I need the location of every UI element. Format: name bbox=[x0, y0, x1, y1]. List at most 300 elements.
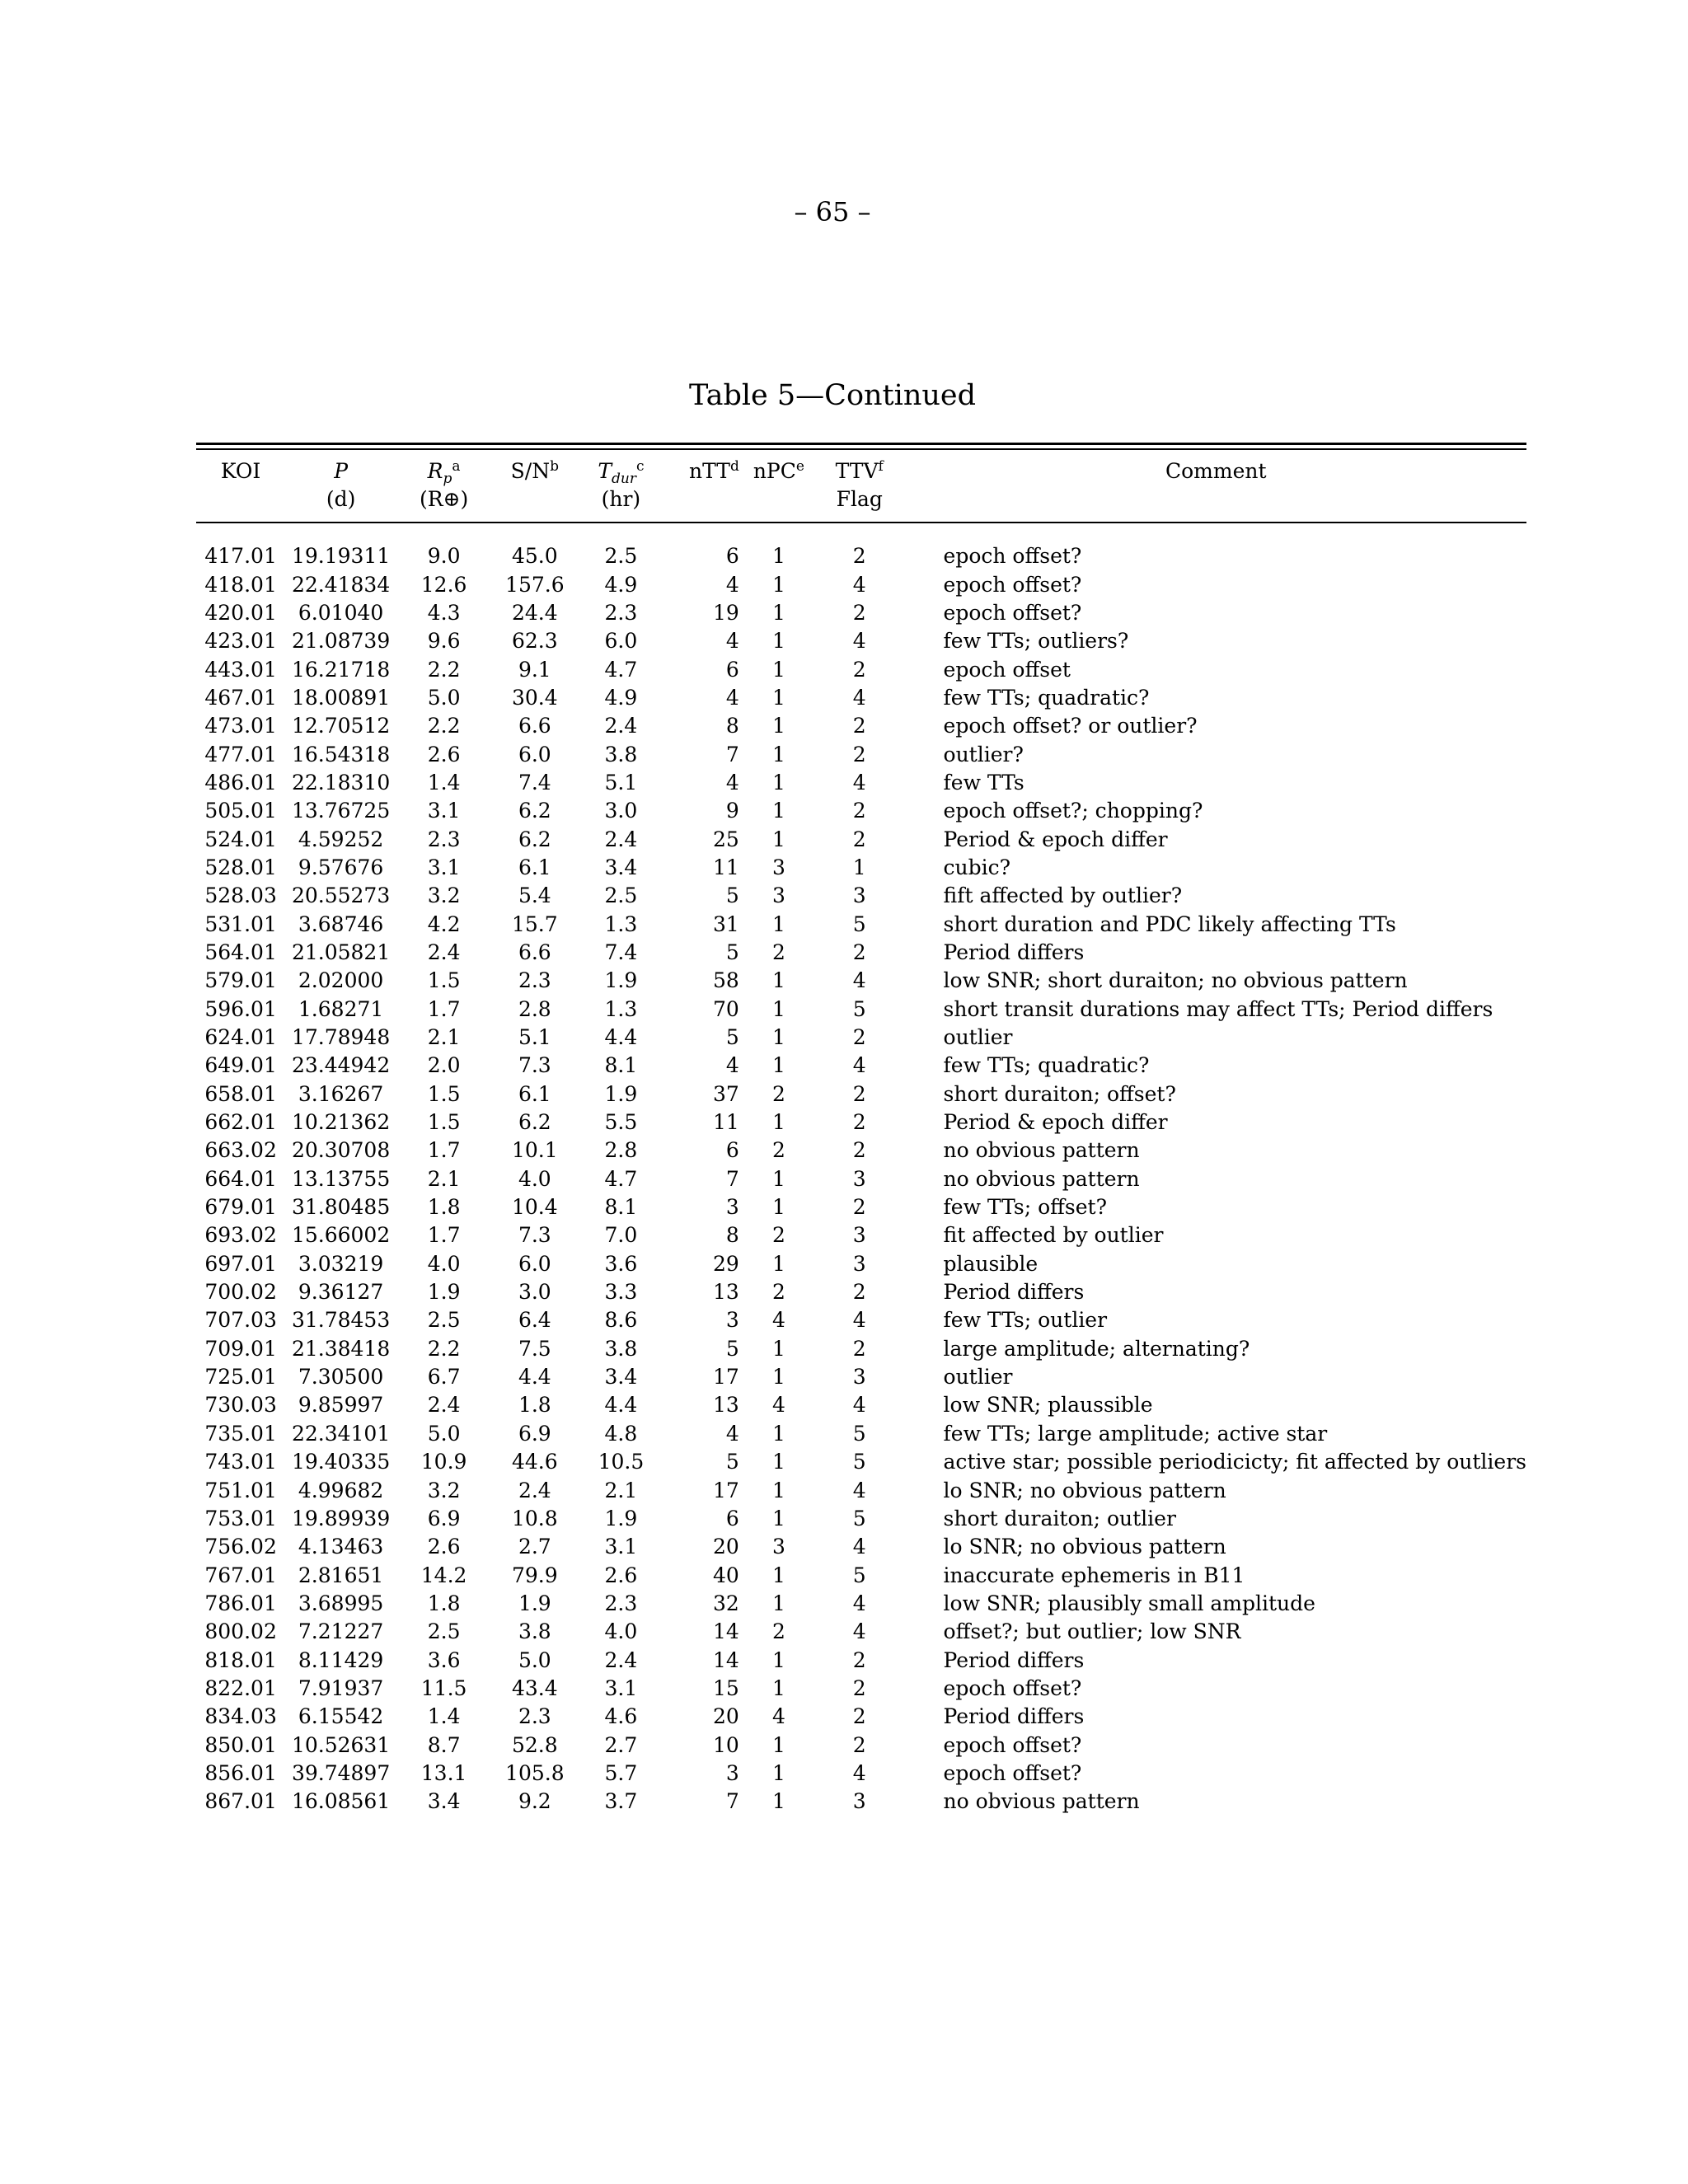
table-row bbox=[196, 1448, 1526, 1476]
ntt-cell: 58 bbox=[713, 968, 739, 993]
comment-cell: low SNR; plausibly small amplitude bbox=[943, 1591, 1315, 1615]
ttv-flag-cell: 2 bbox=[852, 940, 866, 964]
ttv-flag-cell: 5 bbox=[852, 1563, 866, 1587]
duration-cell: 1.3 bbox=[604, 996, 638, 1021]
snr-cell: 3.0 bbox=[518, 1280, 551, 1305]
snr-cell: 62.3 bbox=[512, 629, 558, 654]
duration-cell: 3.0 bbox=[604, 799, 638, 823]
ttv-flag-cell: 5 bbox=[852, 996, 866, 1021]
snr-cell: 2.4 bbox=[518, 1478, 551, 1502]
ntt-cell: 13 bbox=[713, 1280, 739, 1305]
ntt-cell: 11 bbox=[713, 855, 739, 879]
table-row bbox=[196, 996, 1526, 1024]
radius-cell: 1.5 bbox=[427, 1110, 461, 1135]
ttv-flag-cell: 3 bbox=[852, 883, 866, 908]
ntt-cell: 4 bbox=[725, 1421, 739, 1446]
duration-cell: 7.4 bbox=[604, 940, 638, 964]
header-duration: $T_{dur}^c$ bbox=[598, 458, 645, 487]
npc-cell: 1 bbox=[771, 657, 785, 682]
period-cell: 9.85997 bbox=[298, 1393, 384, 1418]
koi-cell: 725.01 bbox=[204, 1365, 277, 1390]
radius-cell: 2.4 bbox=[427, 940, 461, 964]
comment-cell: lo SNR; no obvious pattern bbox=[943, 1535, 1226, 1559]
radius-cell: 3.2 bbox=[427, 1478, 461, 1502]
radius-cell: 1.9 bbox=[427, 1280, 461, 1305]
koi-cell: 753.01 bbox=[204, 1506, 277, 1530]
comment-cell: no obvious pattern bbox=[943, 1138, 1140, 1163]
radius-cell: 1.5 bbox=[427, 1081, 461, 1106]
ttv-flag-cell: 4 bbox=[852, 685, 866, 710]
period-cell: 16.21718 bbox=[291, 657, 391, 682]
npc-cell: 1 bbox=[771, 685, 785, 710]
npc-cell: 1 bbox=[771, 1251, 785, 1276]
period-cell: 4.13463 bbox=[298, 1535, 384, 1559]
snr-cell: 52.8 bbox=[512, 1732, 558, 1757]
ttv-flag-cell: 2 bbox=[852, 1647, 866, 1672]
table-row bbox=[196, 599, 1526, 627]
ttv-flag-cell: 2 bbox=[852, 1138, 866, 1163]
table-row bbox=[196, 1561, 1526, 1589]
header-period-unit: (d) bbox=[326, 487, 356, 511]
ntt-cell: 5 bbox=[725, 1336, 739, 1361]
radius-cell: 8.7 bbox=[427, 1732, 461, 1757]
period-cell: 7.91937 bbox=[298, 1675, 384, 1700]
snr-cell: 10.8 bbox=[512, 1506, 558, 1530]
comment-cell: Period & epoch differ bbox=[943, 827, 1168, 851]
ttv-flag-cell: 4 bbox=[852, 629, 866, 654]
radius-cell: 5.0 bbox=[427, 1421, 461, 1446]
ntt-cell: 4 bbox=[725, 1053, 739, 1078]
npc-cell: 1 bbox=[771, 1478, 785, 1502]
duration-cell: 3.1 bbox=[604, 1535, 638, 1559]
page-number: – 65 – bbox=[794, 196, 871, 227]
period-cell: 7.30500 bbox=[298, 1365, 384, 1390]
table-row bbox=[196, 1476, 1526, 1504]
header-radius: $R_p^a$ bbox=[427, 458, 461, 487]
ntt-cell: 8 bbox=[725, 1223, 739, 1248]
table-top-rule bbox=[196, 443, 1526, 445]
header-radius-unit: (R⊕) bbox=[419, 487, 469, 511]
table-row bbox=[196, 1505, 1526, 1533]
period-cell: 3.16267 bbox=[298, 1081, 384, 1106]
table-row bbox=[196, 1731, 1526, 1759]
radius-cell: 4.0 bbox=[427, 1251, 461, 1276]
snr-cell: 30.4 bbox=[512, 685, 558, 710]
npc-cell: 2 bbox=[771, 940, 785, 964]
duration-cell: 4.7 bbox=[604, 657, 638, 682]
table-row bbox=[196, 1420, 1526, 1448]
ttv-flag-cell: 4 bbox=[852, 1591, 866, 1615]
radius-cell: 14.2 bbox=[420, 1563, 467, 1587]
period-cell: 39.74897 bbox=[291, 1760, 391, 1785]
table-row bbox=[196, 570, 1526, 598]
table-row bbox=[196, 1675, 1526, 1703]
snr-cell: 6.4 bbox=[518, 1308, 551, 1333]
snr-cell: 7.5 bbox=[518, 1336, 551, 1361]
table-row bbox=[196, 1052, 1526, 1080]
npc-cell: 1 bbox=[771, 1336, 785, 1361]
duration-cell: 7.0 bbox=[604, 1223, 638, 1248]
snr-cell: 2.8 bbox=[518, 996, 551, 1021]
duration-cell: 6.0 bbox=[604, 629, 638, 654]
ttv-flag-cell: 4 bbox=[852, 1478, 866, 1502]
ttv-flag-cell: 2 bbox=[852, 742, 866, 766]
header-ntt: nTT$^d$ bbox=[689, 458, 739, 483]
table-row bbox=[196, 655, 1526, 683]
radius-cell: 1.8 bbox=[427, 1591, 461, 1615]
radius-cell: 1.7 bbox=[427, 1138, 461, 1163]
period-cell: 19.89939 bbox=[291, 1506, 391, 1530]
npc-cell: 1 bbox=[771, 1591, 785, 1615]
period-cell: 15.66002 bbox=[291, 1223, 391, 1248]
ntt-cell: 14 bbox=[713, 1647, 739, 1672]
period-cell: 12.70512 bbox=[291, 714, 391, 738]
period-cell: 19.19311 bbox=[291, 544, 391, 569]
npc-cell: 2 bbox=[771, 1138, 785, 1163]
npc-cell: 1 bbox=[771, 1450, 785, 1474]
period-cell: 18.00891 bbox=[291, 685, 391, 710]
koi-cell: 477.01 bbox=[204, 742, 277, 766]
table-row bbox=[196, 825, 1526, 853]
snr-cell: 5.0 bbox=[518, 1647, 551, 1672]
table-row bbox=[196, 1193, 1526, 1221]
snr-cell: 6.0 bbox=[518, 1251, 551, 1276]
duration-cell: 3.4 bbox=[604, 855, 638, 879]
radius-cell: 9.6 bbox=[427, 629, 461, 654]
radius-cell: 4.2 bbox=[427, 912, 461, 936]
table-row bbox=[196, 712, 1526, 740]
ntt-cell: 5 bbox=[725, 1450, 739, 1474]
ttv-flag-cell: 3 bbox=[852, 1789, 866, 1814]
ntt-cell: 5 bbox=[725, 940, 739, 964]
npc-cell: 1 bbox=[771, 1110, 785, 1135]
radius-cell: 2.5 bbox=[427, 1619, 461, 1644]
snr-cell: 4.4 bbox=[518, 1365, 551, 1390]
npc-cell: 4 bbox=[771, 1704, 785, 1729]
table-row bbox=[196, 1618, 1526, 1646]
radius-cell: 1.4 bbox=[427, 770, 461, 794]
ntt-cell: 25 bbox=[713, 827, 739, 851]
radius-cell: 6.7 bbox=[427, 1365, 461, 1390]
period-cell: 23.44942 bbox=[291, 1053, 391, 1078]
ntt-cell: 7 bbox=[725, 742, 739, 766]
ttv-flag-cell: 5 bbox=[852, 1506, 866, 1530]
period-cell: 3.68995 bbox=[298, 1591, 384, 1615]
table-row bbox=[196, 1306, 1526, 1334]
koi-cell: 707.03 bbox=[204, 1308, 277, 1333]
snr-cell: 6.9 bbox=[518, 1421, 551, 1446]
comment-cell: epoch offset bbox=[943, 657, 1071, 682]
radius-cell: 12.6 bbox=[420, 572, 467, 597]
table-row bbox=[196, 740, 1526, 768]
table-row bbox=[196, 1363, 1526, 1391]
radius-cell: 2.4 bbox=[427, 1393, 461, 1418]
ttv-flag-cell: 4 bbox=[852, 1535, 866, 1559]
npc-cell: 2 bbox=[771, 1081, 785, 1106]
duration-cell: 2.4 bbox=[604, 827, 638, 851]
koi-cell: 867.01 bbox=[204, 1789, 277, 1814]
snr-cell: 9.2 bbox=[518, 1789, 551, 1814]
npc-cell: 1 bbox=[771, 799, 785, 823]
comment-cell: Period differs bbox=[943, 1647, 1085, 1672]
period-cell: 31.78453 bbox=[291, 1308, 391, 1333]
koi-cell: 730.03 bbox=[204, 1393, 277, 1418]
duration-cell: 2.4 bbox=[604, 714, 638, 738]
koi-cell: 564.01 bbox=[204, 940, 277, 964]
comment-cell: few TTs; large amplitude; active star bbox=[943, 1421, 1328, 1446]
comment-cell: epoch offset? bbox=[943, 1732, 1082, 1757]
comment-cell: Period differs bbox=[943, 1280, 1085, 1305]
ttv-flag-cell: 3 bbox=[852, 1365, 866, 1390]
comment-cell: epoch offset? bbox=[943, 1760, 1082, 1785]
period-cell: 9.57676 bbox=[298, 855, 384, 879]
table-row bbox=[196, 967, 1526, 995]
comment-cell: outlier bbox=[943, 1365, 1013, 1390]
header-comment: Comment bbox=[1165, 459, 1267, 483]
duration-cell: 4.8 bbox=[604, 1421, 638, 1446]
ntt-cell: 17 bbox=[713, 1478, 739, 1502]
period-cell: 21.38418 bbox=[291, 1336, 391, 1361]
comment-cell: few TTs; outlier bbox=[943, 1308, 1108, 1333]
koi-cell: 624.01 bbox=[204, 1025, 277, 1050]
koi-cell: 417.01 bbox=[204, 544, 277, 569]
ttv-flag-cell: 2 bbox=[852, 1110, 866, 1135]
ntt-cell: 20 bbox=[713, 1535, 739, 1559]
koi-table bbox=[196, 459, 1526, 1816]
table-row bbox=[196, 1788, 1526, 1816]
comment-cell: epoch offset? bbox=[943, 572, 1082, 597]
period-cell: 16.08561 bbox=[291, 1789, 391, 1814]
npc-cell: 1 bbox=[771, 572, 785, 597]
ttv-flag-cell: 4 bbox=[852, 1619, 866, 1644]
snr-cell: 5.4 bbox=[518, 883, 551, 908]
period-cell: 4.99682 bbox=[298, 1478, 384, 1502]
ttv-flag-cell: 5 bbox=[852, 912, 866, 936]
radius-cell: 6.9 bbox=[427, 1506, 461, 1530]
ntt-cell: 3 bbox=[725, 1308, 739, 1333]
snr-cell: 79.9 bbox=[512, 1563, 558, 1587]
radius-cell: 2.2 bbox=[427, 1336, 461, 1361]
radius-cell: 2.6 bbox=[427, 1535, 461, 1559]
npc-cell: 1 bbox=[771, 1732, 785, 1757]
radius-cell: 2.1 bbox=[427, 1166, 461, 1191]
npc-cell: 1 bbox=[771, 1365, 785, 1390]
koi-cell: 531.01 bbox=[204, 912, 277, 936]
ttv-flag-cell: 2 bbox=[852, 827, 866, 851]
duration-cell: 2.3 bbox=[604, 1591, 638, 1615]
radius-cell: 3.6 bbox=[427, 1647, 461, 1672]
koi-cell: 418.01 bbox=[204, 572, 277, 597]
ntt-cell: 7 bbox=[725, 1166, 739, 1191]
snr-cell: 6.2 bbox=[518, 799, 551, 823]
comment-cell: active star; possible periodicicty; fit affected by outliers bbox=[943, 1450, 1526, 1474]
radius-cell: 4.3 bbox=[427, 600, 461, 625]
npc-cell: 4 bbox=[771, 1308, 785, 1333]
koi-cell: 658.01 bbox=[204, 1081, 277, 1106]
npc-cell: 1 bbox=[771, 912, 785, 936]
snr-cell: 45.0 bbox=[512, 544, 558, 569]
npc-cell: 1 bbox=[771, 600, 785, 625]
comment-cell: few TTs; outliers? bbox=[943, 629, 1129, 654]
koi-cell: 579.01 bbox=[204, 968, 277, 993]
duration-cell: 8.6 bbox=[604, 1308, 638, 1333]
period-cell: 21.08739 bbox=[291, 629, 391, 654]
comment-cell: Period & epoch differ bbox=[943, 1110, 1168, 1135]
table-row bbox=[196, 1590, 1526, 1618]
table-row bbox=[196, 1108, 1526, 1137]
koi-cell: 662.01 bbox=[204, 1110, 277, 1135]
ntt-cell: 5 bbox=[725, 883, 739, 908]
npc-cell: 1 bbox=[771, 1053, 785, 1078]
ntt-cell: 15 bbox=[713, 1675, 739, 1700]
period-cell: 10.21362 bbox=[291, 1110, 391, 1135]
koi-cell: 420.01 bbox=[204, 600, 277, 625]
period-cell: 6.01040 bbox=[298, 600, 384, 625]
header-ttv-flag: Flag bbox=[836, 487, 883, 511]
npc-cell: 1 bbox=[771, 1760, 785, 1785]
npc-cell: 3 bbox=[771, 1535, 785, 1559]
npc-cell: 1 bbox=[771, 827, 785, 851]
period-cell: 4.59252 bbox=[298, 827, 384, 851]
duration-cell: 4.9 bbox=[604, 572, 638, 597]
snr-cell: 6.2 bbox=[518, 827, 551, 851]
duration-cell: 3.1 bbox=[604, 1675, 638, 1700]
duration-cell: 2.6 bbox=[604, 1563, 638, 1587]
ttv-flag-cell: 2 bbox=[852, 1732, 866, 1757]
period-cell: 31.80485 bbox=[291, 1195, 391, 1220]
ttv-flag-cell: 2 bbox=[852, 799, 866, 823]
snr-cell: 6.6 bbox=[518, 940, 551, 964]
snr-cell: 9.1 bbox=[518, 657, 551, 682]
duration-cell: 1.3 bbox=[604, 912, 638, 936]
ttv-flag-cell: 3 bbox=[852, 1223, 866, 1248]
npc-cell: 2 bbox=[771, 1280, 785, 1305]
snr-cell: 7.3 bbox=[518, 1053, 551, 1078]
snr-cell: 105.8 bbox=[505, 1760, 565, 1785]
ntt-cell: 9 bbox=[725, 799, 739, 823]
ttv-flag-cell: 2 bbox=[852, 1704, 866, 1729]
duration-cell: 1.9 bbox=[604, 1081, 638, 1106]
table-row bbox=[196, 1335, 1526, 1363]
period-cell: 22.41834 bbox=[291, 572, 391, 597]
comment-cell: large amplitude; alternating? bbox=[943, 1336, 1250, 1361]
koi-cell: 505.01 bbox=[204, 799, 277, 823]
duration-cell: 4.6 bbox=[604, 1704, 638, 1729]
duration-cell: 4.9 bbox=[604, 685, 638, 710]
duration-cell: 1.9 bbox=[604, 1506, 638, 1530]
koi-cell: 709.01 bbox=[204, 1336, 277, 1361]
snr-cell: 2.7 bbox=[518, 1535, 551, 1559]
radius-cell: 2.6 bbox=[427, 742, 461, 766]
comment-cell: few TTs; offset? bbox=[943, 1195, 1108, 1220]
period-cell: 6.15542 bbox=[298, 1704, 384, 1729]
ttv-flag-cell: 3 bbox=[852, 1166, 866, 1191]
comment-cell: Period differs bbox=[943, 940, 1085, 964]
table-row bbox=[196, 542, 1526, 570]
koi-cell: 524.01 bbox=[204, 827, 277, 851]
npc-cell: 2 bbox=[771, 1223, 785, 1248]
koi-cell: 834.03 bbox=[204, 1704, 277, 1729]
ttv-flag-cell: 4 bbox=[852, 968, 866, 993]
comment-cell: cubic? bbox=[943, 855, 1011, 879]
npc-cell: 1 bbox=[771, 1506, 785, 1530]
duration-cell: 5.7 bbox=[604, 1760, 638, 1785]
duration-cell: 3.8 bbox=[604, 1336, 638, 1361]
snr-cell: 6.6 bbox=[518, 714, 551, 738]
comment-cell: offset?; but outlier; low SNR bbox=[943, 1619, 1241, 1644]
ntt-cell: 70 bbox=[713, 996, 739, 1021]
radius-cell: 2.2 bbox=[427, 657, 461, 682]
header-koi: KOI bbox=[220, 459, 261, 483]
comment-cell: lo SNR; no obvious pattern bbox=[943, 1478, 1226, 1502]
snr-cell: 2.3 bbox=[518, 1704, 551, 1729]
ntt-cell: 6 bbox=[725, 657, 739, 682]
ttv-flag-cell: 2 bbox=[852, 657, 866, 682]
radius-cell: 2.5 bbox=[427, 1308, 461, 1333]
header-ttv: TTV$^f$ bbox=[835, 458, 884, 483]
table-row bbox=[196, 939, 1526, 967]
snr-cell: 7.3 bbox=[518, 1223, 551, 1248]
table-title: Table 5—Continued bbox=[688, 379, 977, 412]
koi-cell: 423.01 bbox=[204, 629, 277, 654]
table-top-rule-double bbox=[196, 448, 1526, 450]
duration-cell: 2.4 bbox=[604, 1647, 638, 1672]
header-period: P bbox=[334, 459, 349, 483]
npc-cell: 1 bbox=[771, 996, 785, 1021]
npc-cell: 1 bbox=[771, 1195, 785, 1220]
ntt-cell: 8 bbox=[725, 714, 739, 738]
radius-cell: 2.1 bbox=[427, 1025, 461, 1050]
duration-cell: 2.3 bbox=[604, 600, 638, 625]
duration-cell: 2.7 bbox=[604, 1732, 638, 1757]
ntt-cell: 6 bbox=[725, 544, 739, 569]
snr-cell: 6.1 bbox=[518, 855, 551, 879]
koi-cell: 751.01 bbox=[204, 1478, 277, 1502]
koi-cell: 856.01 bbox=[204, 1760, 277, 1785]
duration-cell: 2.5 bbox=[604, 883, 638, 908]
duration-cell: 4.7 bbox=[604, 1166, 638, 1191]
period-cell: 16.54318 bbox=[291, 742, 391, 766]
npc-cell: 1 bbox=[771, 1166, 785, 1191]
comment-cell: no obvious pattern bbox=[943, 1789, 1140, 1814]
koi-cell: 528.03 bbox=[204, 883, 277, 908]
table-row bbox=[196, 684, 1526, 712]
snr-cell: 15.7 bbox=[512, 912, 558, 936]
period-cell: 17.78948 bbox=[291, 1025, 391, 1050]
npc-cell: 1 bbox=[771, 742, 785, 766]
ntt-cell: 32 bbox=[713, 1591, 739, 1615]
snr-cell: 3.8 bbox=[518, 1619, 551, 1644]
ntt-cell: 7 bbox=[725, 1789, 739, 1814]
ttv-flag-cell: 2 bbox=[852, 544, 866, 569]
table-row bbox=[196, 1278, 1526, 1306]
duration-cell: 4.4 bbox=[604, 1393, 638, 1418]
koi-cell: 528.01 bbox=[204, 855, 277, 879]
ntt-cell: 17 bbox=[713, 1365, 739, 1390]
koi-cell: 693.02 bbox=[204, 1223, 277, 1248]
comment-cell: epoch offset?; chopping? bbox=[943, 799, 1203, 823]
period-cell: 2.81651 bbox=[298, 1563, 384, 1587]
duration-cell: 2.5 bbox=[604, 544, 638, 569]
table-row bbox=[196, 1703, 1526, 1731]
duration-cell: 3.6 bbox=[604, 1251, 638, 1276]
radius-cell: 13.1 bbox=[420, 1760, 467, 1785]
snr-cell: 44.6 bbox=[512, 1450, 558, 1474]
period-cell: 10.52631 bbox=[291, 1732, 391, 1757]
period-cell: 3.68746 bbox=[298, 912, 384, 936]
comment-cell: outlier bbox=[943, 1025, 1013, 1050]
duration-cell: 2.8 bbox=[604, 1138, 638, 1163]
